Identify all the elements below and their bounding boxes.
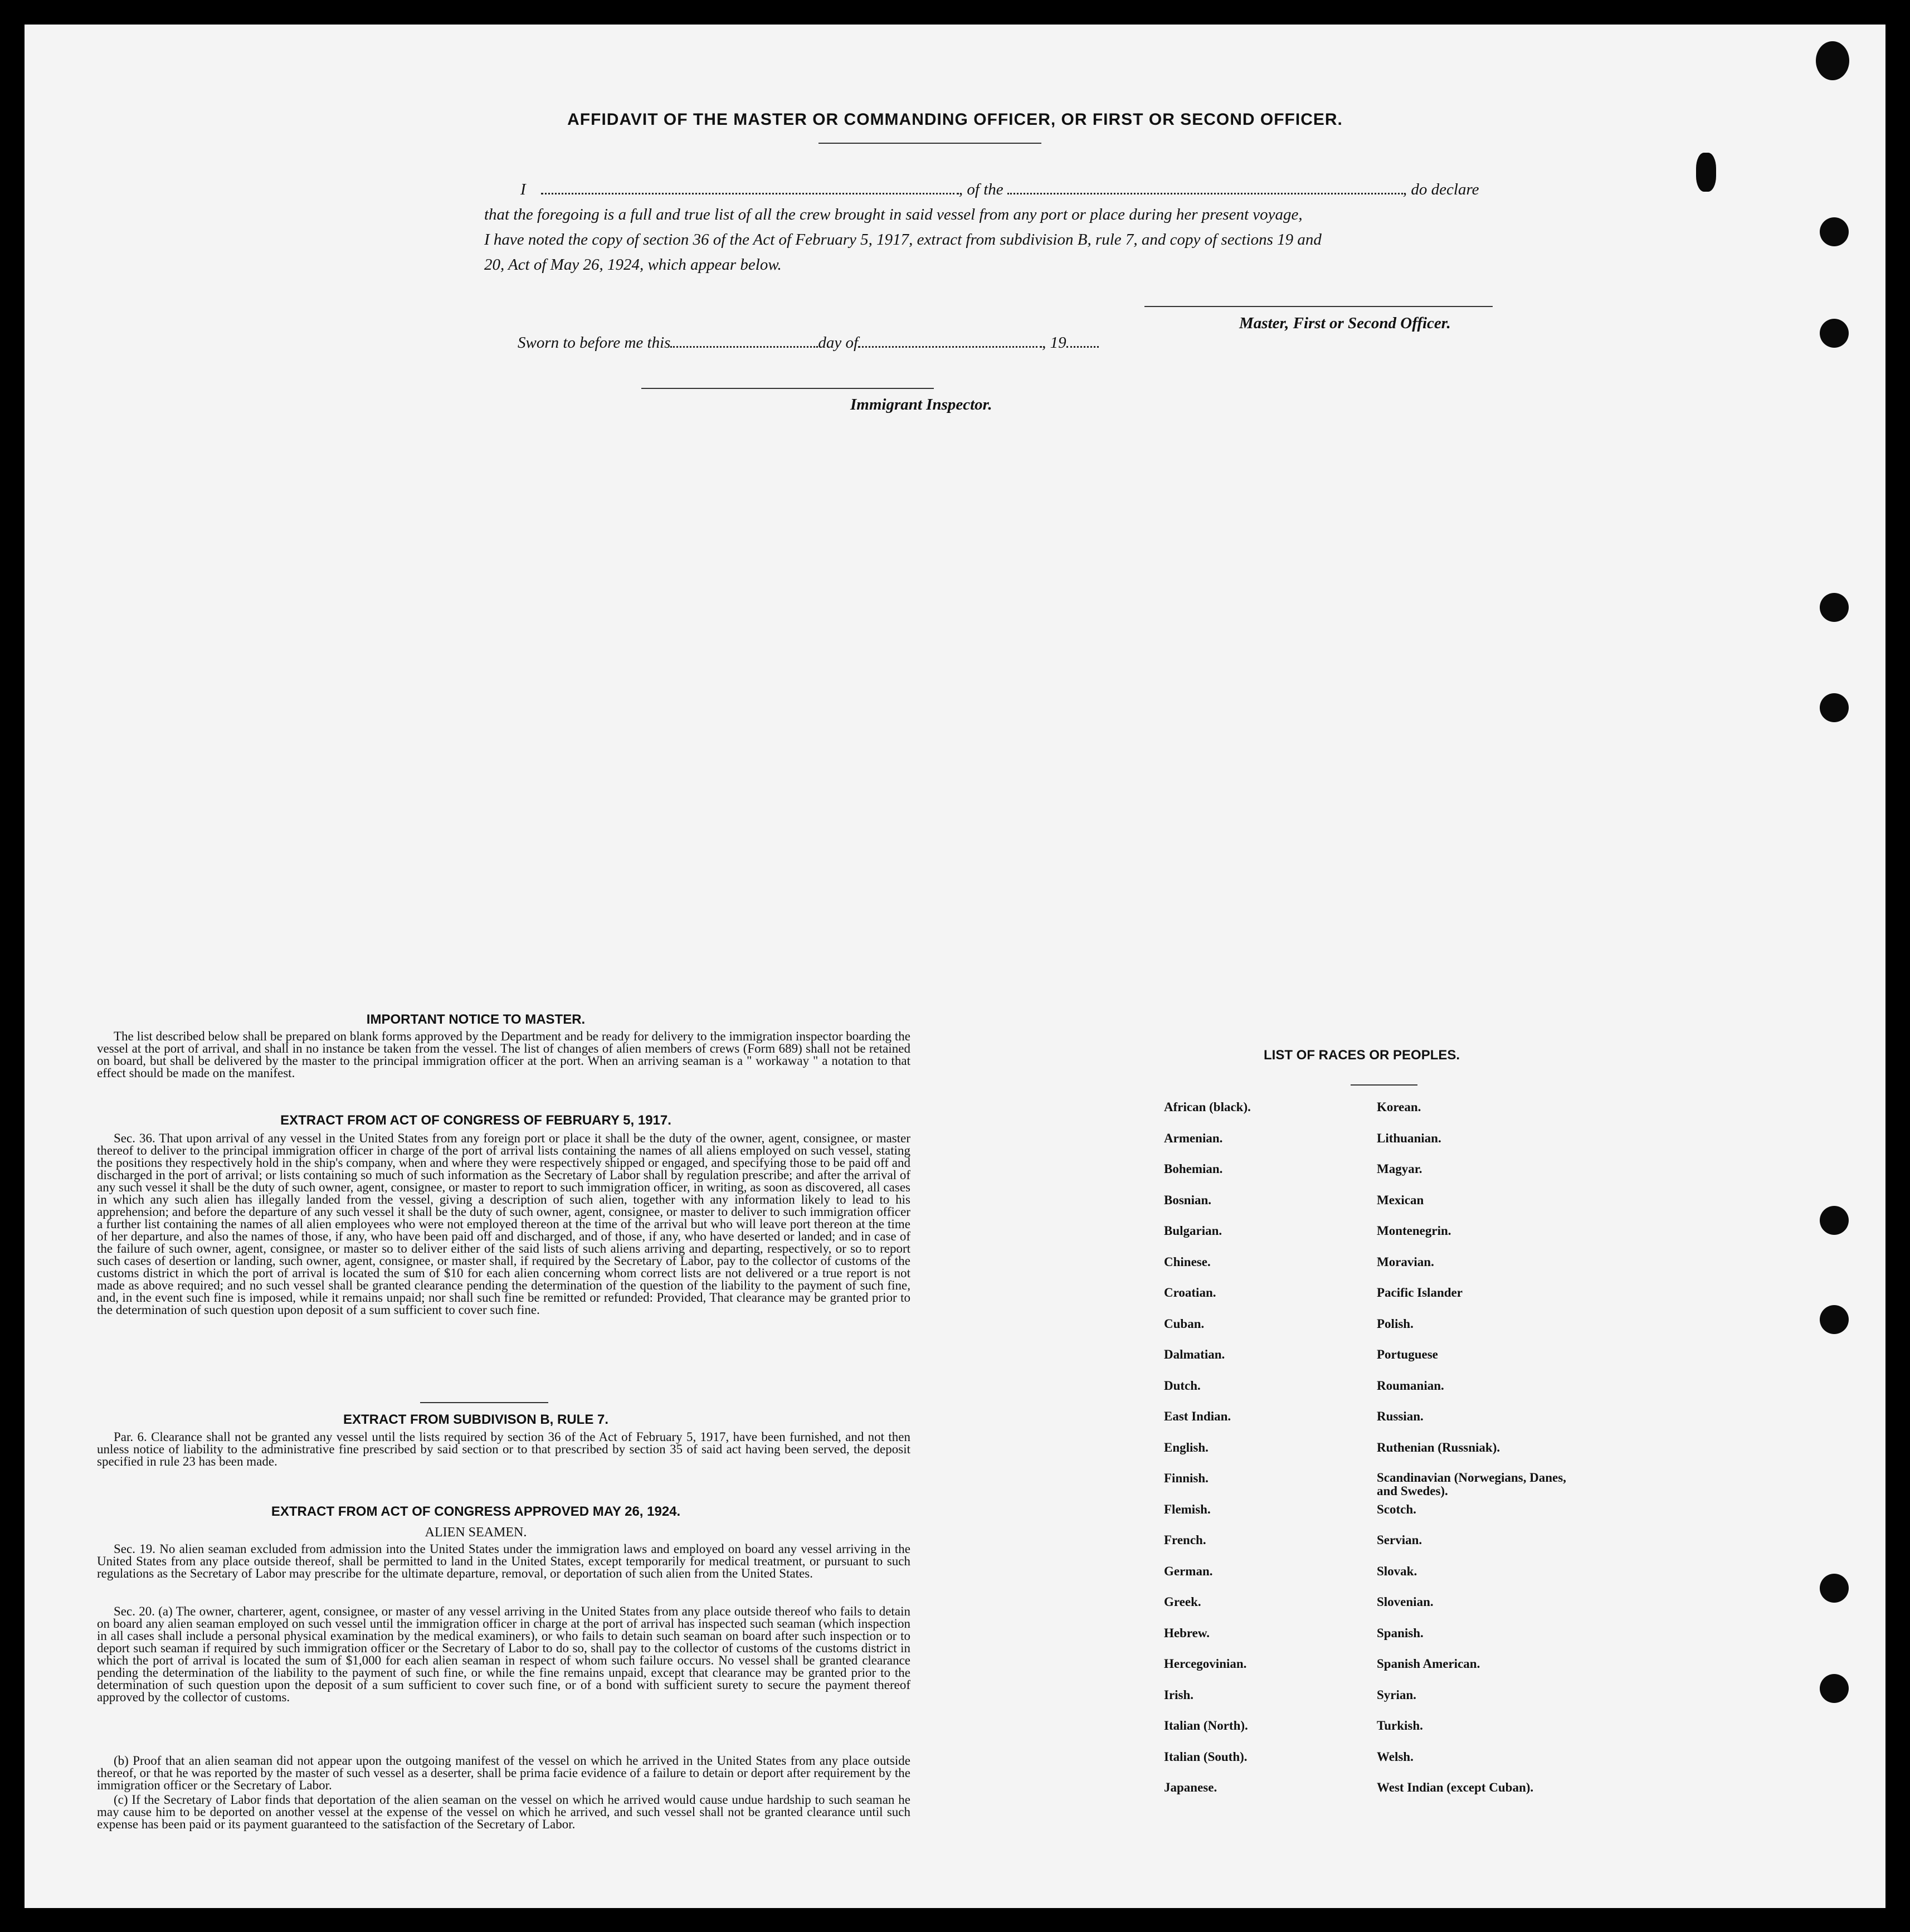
race-item: Ruthenian (Russniak). [1377, 1440, 1500, 1454]
affidavit-i: I [520, 181, 526, 198]
race-item: Magyar. [1377, 1162, 1422, 1176]
race-item: Bohemian. [1164, 1162, 1223, 1176]
punch-hole [1820, 319, 1849, 348]
punch-hole [1820, 693, 1849, 722]
extract-rule7-title: EXTRACT FROM SUBDIVISON B, RULE 7. [343, 1412, 609, 1427]
race-item: West Indian (except Cuban). [1377, 1780, 1534, 1794]
inspector-line [641, 388, 934, 389]
race-item: Italian (North). [1164, 1719, 1248, 1733]
affidavit-of-the: , of the [958, 181, 1003, 198]
day-blank [670, 340, 818, 348]
race-item: Italian (South). [1164, 1749, 1248, 1764]
race-item: Montenegrin. [1377, 1224, 1451, 1238]
race-item: Russian. [1377, 1409, 1424, 1423]
affidavit-do-declare: , do declare [1402, 181, 1479, 198]
punch-hole [1820, 593, 1849, 622]
race-item: Turkish. [1377, 1719, 1423, 1733]
sec-20a-text: Sec. 20. (a) The owner, charterer, agent, consignee, or master of any vessel arriving in the United States from any place outside thereof who fails to detain on board any alien seaman employed on such vessel until the immigration officer in charge at the port of arrival has inspected such seaman (which inspection in all cases shall include a personal physical examination by the medical examiners), or who fails to detain such seaman on board after such inspection or to deport such seaman if required by such immigration officer or the Secretary of Labor to do so, shall pay to the collector of customs of the customs district in which the port of arrival is located the sum of $1,000 for each alien seaman in respect of whom such failure occurs. No vessel shall be granted clearance pending the determination of the liability to the payment of such fine, or while the fine remains unpaid, except that clearance may be granted prior to the determination of such question upon the deposit of a sum sufficient to cover such fine, or of a bond with sufficient surety to secure the payment thereof approved by the collector of customs. [97, 1604, 910, 1704]
race-item: Polish. [1377, 1316, 1414, 1331]
document-sheet [25, 25, 1885, 1908]
race-item: Moravian. [1377, 1254, 1434, 1269]
affidavit-line-1 [520, 181, 1518, 199]
race-item: Chinese. [1164, 1254, 1211, 1269]
month-blank [858, 340, 1042, 348]
extract-1924-subtitle: ALIEN SEAMEN. [425, 1525, 527, 1540]
sec-20b-text: (b) Proof that an alien seaman did not appear upon the outgoing manifest of the vessel on which he arrived in the United States from any place outside thereof, or that he was reported by the master of such vessel as a deserter, shall be prima facie evidence of a failure to detain or deport after requirement by the immigration officer or the Secretary of Labor. [97, 1754, 910, 1792]
race-item: Mexican [1377, 1193, 1424, 1207]
race-item: Lithuanian. [1377, 1131, 1441, 1145]
race-item: Slovenian. [1377, 1595, 1434, 1609]
race-item: Scotch. [1377, 1502, 1416, 1516]
race-item: French. [1164, 1533, 1206, 1547]
races-title: LIST OF RACES OR PEOPLES. [1264, 1048, 1460, 1063]
race-item: Flemish. [1164, 1502, 1211, 1516]
race-item: Irish. [1164, 1687, 1194, 1702]
race-item: Portuguese [1377, 1347, 1438, 1361]
punch-hole [1816, 41, 1849, 80]
race-item: Spanish American. [1377, 1657, 1480, 1671]
punch-hole [1820, 1674, 1849, 1703]
race-item: Armenian. [1164, 1131, 1223, 1145]
sworn-year: , 19 [1042, 334, 1066, 352]
race-item: Pacific Islander [1377, 1286, 1463, 1300]
signature-line [1144, 306, 1493, 307]
race-item: Dalmatian. [1164, 1347, 1225, 1361]
punch-hole [1820, 217, 1849, 246]
extract-1924-title: EXTRACT FROM ACT OF CONGRESS APPROVED MAY 26, 1924. [271, 1504, 681, 1519]
race-item: Korean. [1377, 1100, 1421, 1114]
sworn-prefix: Sworn to before me this [518, 334, 671, 352]
punch-hole [1820, 1574, 1849, 1603]
punch-hole [1820, 1206, 1849, 1235]
race-item: Hebrew. [1164, 1626, 1210, 1640]
sworn-day-of: day of [818, 334, 859, 352]
races-title-underline [1351, 1084, 1417, 1086]
race-item: Japanese. [1164, 1780, 1217, 1794]
race-item: Syrian. [1377, 1687, 1416, 1702]
divider-1 [420, 1402, 548, 1403]
signature-label: Master, First or Second Officer. [1239, 314, 1451, 332]
race-item: Croatian. [1164, 1286, 1216, 1300]
race-item: Slovak. [1377, 1564, 1417, 1578]
extract-rule7-text: Par. 6. Clearance shall not be granted any vessel until the lists required by section 36 of the Act of February 5, 1917, have been furnished, and not then unless notice of liability to the administrative fine prescribed by said section or to that prescribed by section 35 of said act having been served, the deposit specified in rule 23 has been made. [97, 1430, 910, 1468]
punch-hole [1820, 1305, 1849, 1334]
race-item: Welsh. [1377, 1749, 1414, 1764]
sec-20c-text: (c) If the Secretary of Labor finds that deportation of the alien seaman on the vessel on which he arrived would cause undue hardship to such seaman he may cause him to be deported on another vessel at the expense of the vessel on which he arrived, and such vessel shall not be granted clearance until such expense has been paid or its payment guaranteed to the satisfaction of the Secretary of Labor. [97, 1793, 910, 1831]
title-underline [818, 143, 1041, 144]
extract-1917-title: EXTRACT FROM ACT OF CONGRESS OF FEBRUARY 5, 1917. [280, 1113, 671, 1128]
affidavit-line-4: 20, Act of May 26, 1924, which appear below. [484, 256, 782, 274]
sec-19-text: Sec. 19. No alien seaman excluded from admission into the United States under the immigration laws and employed on board any vessel arriving in the United States from any place outside thereof, shall be permitted to land in the United States, except temporarily for medical treatment, or pursuant to such regulations as the Secretary of Labor may prescribe for the ultimate departure, removal, or deportation of such alien from the United States. [97, 1542, 910, 1580]
race-item: Roumanian. [1377, 1378, 1444, 1393]
extract-1917-text: Sec. 36. That upon arrival of any vessel in the United States from any foreign port or place it shall be the duty of the owner, agent, consignee, or master thereof to deliver to the principal immigration officer in charge of the port of arrival lists containing the names of all aliens employed on such vessel, stating the positions they respectively hold in the ship's company, when and where they were respectively shipped or engaged, and specifying those to be paid off and discharged in the port of arrival; or lists containing so much of such information as the Secretary of Labor shall by regulation prescribe; and after the arrival of any such vessel it shall be the duty of such owner, agent, consignee, or master to report to such immigration officer, in writing, as soon as discovered, all cases in which any such alien has illegally landed from the vessel, giving a description of such alien, together with any information likely to lead to his apprehension; and before the departure of any such vessel it shall be the duty of such owner, agent, consignee, or master to deliver to such immigration officer a further list containing the names of all alien employees who were not employed thereon at the time of the arrival but who will leave port thereon at the time of her departure, and also the names of those, if any, who have been paid off and discharged, and of those, if any, who have deserted or landed; and in case of the failure of such owner, agent, consignee, or master so to deliver either of the said lists of such aliens arriving and departing, respectively, or so to report such cases of desertion or landing, such owner, agent, consignee, or master shall, if required by the Secretary of Labor, pay to the collector of customs of the customs district in which the port of arrival is located the sum of $10 for each alien concerning whom correct lists are not delivered or a true report is not made as above required; and no such vessel shall be granted clearance pending the determination of the question of the liability to the payment of such fine, and, in the event such fine is imposed, while it remains unpaid; nor shall such fine be remitted or refunded: Provided, That clearance may be granted prior to the determination of such question upon deposit of a sum sufficient to cover such fine. [97, 1131, 910, 1317]
race-item: Cuban. [1164, 1316, 1205, 1331]
race-item: Dutch. [1164, 1378, 1201, 1393]
race-item: African (black). [1164, 1100, 1251, 1114]
notice-text: The list described below shall be prepared on blank forms approved by the Department and be ready for delivery to the immigration inspector boarding the vessel at the port of arrival, and shall in no instance be taken from the vessel. The list of changes of alien members of crews (Form 689) shall not be retained on board, but shall be delivered by the master to the principal immigration officer at the port. When an arriving seaman is a " workaway " a notation to that effect should be made on the manifest. [97, 1029, 910, 1080]
affidavit-title: AFFIDAVIT OF THE MASTER OR COMMANDING OFFICER, OR FIRST OR SECOND OFFICER. [567, 110, 1343, 129]
punch-hole [1696, 153, 1716, 192]
inspector-label: Immigrant Inspector. [850, 396, 992, 413]
name-blank [541, 187, 959, 194]
race-item: Finnish. [1164, 1471, 1209, 1485]
race-item: Hercegovinian. [1164, 1657, 1247, 1671]
race-item: English. [1164, 1440, 1209, 1454]
race-item: Bosnian. [1164, 1193, 1212, 1207]
notice-title: IMPORTANT NOTICE TO MASTER. [366, 1012, 586, 1027]
race-item: Bulgarian. [1164, 1224, 1222, 1238]
race-item: Scandinavian (Norwegians, Danes, and Swedes). [1377, 1471, 1566, 1498]
race-item: German. [1164, 1564, 1213, 1578]
year-blank [1066, 340, 1099, 348]
affidavit-line-2: that the foregoing is a full and true list of all the crew brought in said vessel from any port or place during her present voyage, [484, 206, 1303, 223]
race-item: East Indian. [1164, 1409, 1231, 1423]
sworn-line [518, 334, 1099, 352]
race-item: Greek. [1164, 1595, 1201, 1609]
race-item: Spanish. [1377, 1626, 1424, 1640]
vessel-blank [1007, 187, 1403, 194]
affidavit-line-3: I have noted the copy of section 36 of the Act of February 5, 1917, extract from subdivision B, rule 7, and copy of sections 19 and [484, 231, 1322, 249]
race-item: Servian. [1377, 1533, 1422, 1547]
